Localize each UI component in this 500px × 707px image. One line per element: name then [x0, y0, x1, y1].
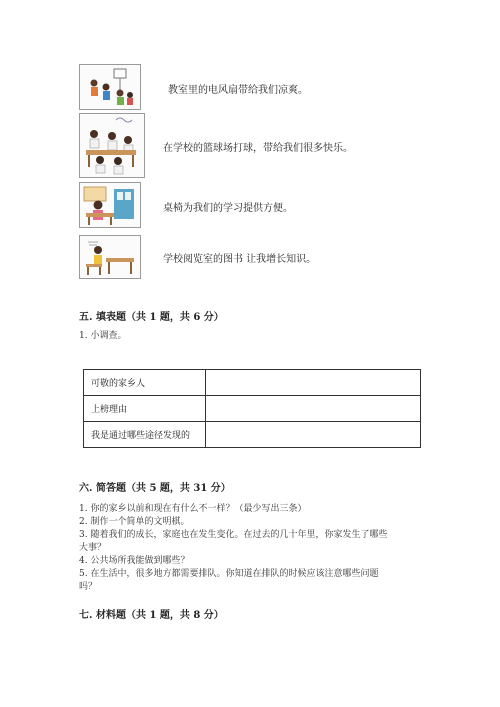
children-playing-icon: [80, 65, 140, 109]
table-row: [84, 370, 421, 396]
section-5-title: 五. 填表题（共 1 题，共 6 分）: [79, 312, 224, 323]
section-6-title: 六. 简答题（共 5 题，共 31 分）: [79, 483, 231, 494]
matching-text-3: 桌椅为我们的学习提供方便。: [163, 203, 293, 214]
matching-text-1: 教室里的电风扇带给我们凉爽。: [168, 85, 308, 96]
table-cell-label: 可敬的家乡人: [84, 370, 206, 396]
question-line: 1. 你的家乡以前和现在有什么不一样？（最少写出三条）: [79, 504, 307, 514]
question-line: 5. 在生活中，很多地方都需要排队。你知道在排队的时候应该注意哪些问题: [79, 569, 379, 579]
section-7-title: 七. 材料题（共 1 题，共 8 分）: [79, 610, 224, 621]
classroom-desks-icon: [80, 114, 144, 177]
matching-text-2: 在学校的篮球场打球，带给我们很多快乐。: [163, 143, 353, 154]
matching-picture-1: [79, 64, 141, 110]
question-line: 4. 公共场所我能做到哪些？: [79, 556, 190, 566]
question-line: 3. 随着我们的成长，家庭也在发生变化。在过去的几十年里，你家发生了哪些: [79, 530, 388, 540]
section-5-question: 1. 小调查。: [79, 331, 127, 341]
student-at-desk-icon: [80, 183, 140, 227]
table-cell-answer[interactable]: [206, 422, 421, 448]
matching-picture-3: [79, 182, 141, 228]
question-line: 吗？: [79, 582, 98, 592]
table-row: [84, 396, 421, 422]
matching-text-4: 学校阅览室的图书 让我增长知识。: [163, 254, 317, 265]
survey-table: [83, 369, 421, 448]
question-line: 2. 制作一个简单的文明棋。: [79, 517, 190, 527]
matching-picture-2: [79, 113, 145, 178]
table-cell-answer[interactable]: [206, 396, 421, 422]
table-cell-answer[interactable]: [206, 370, 421, 396]
table-row: [84, 422, 421, 448]
table-cell-label: 上榜理由: [84, 396, 206, 422]
table-cell-label: 我是通过哪些途径发现的: [84, 422, 206, 448]
question-line: 大事？: [79, 543, 107, 553]
matching-picture-4: [79, 235, 141, 279]
reading-room-icon: [80, 236, 140, 278]
